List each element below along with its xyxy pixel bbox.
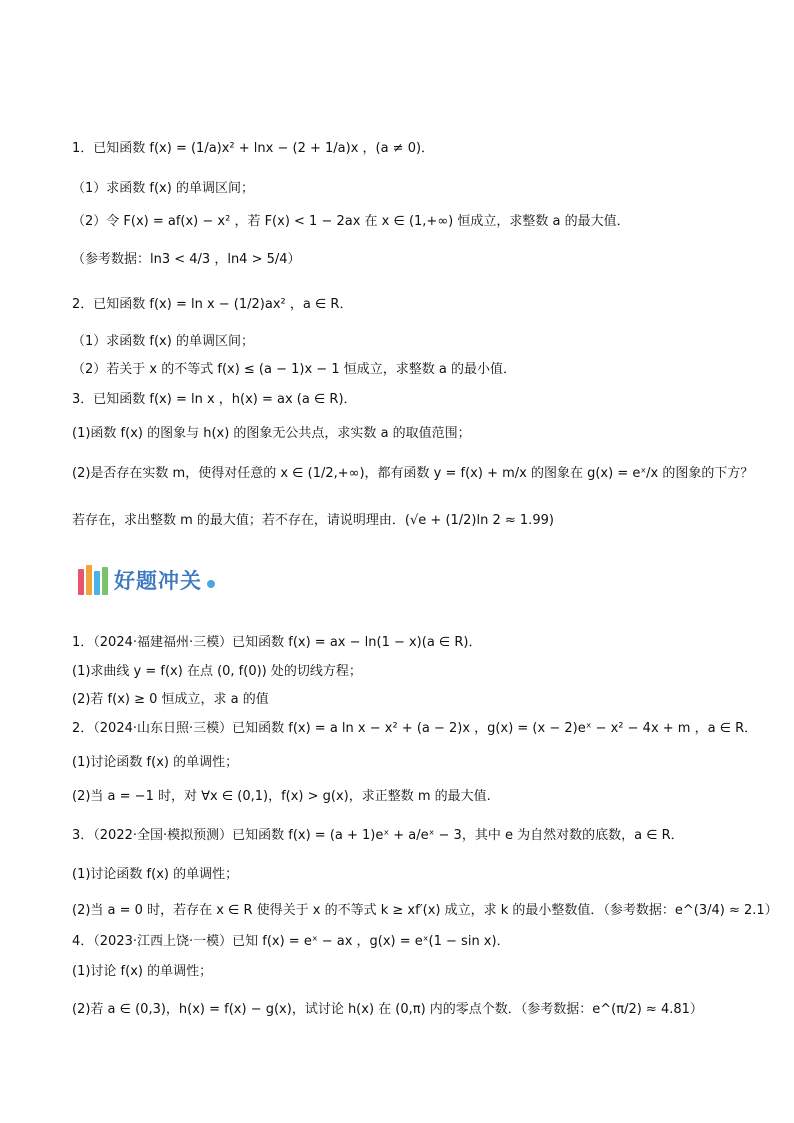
q2-part2: （2）若关于 x 的不等式 f(x) ≤ (a − 1)x − 1 恒成立，求整数 a 的最小值． — [72, 362, 516, 377]
p3-part2: (2)当 a = 0 时，若存在 x ∈ R 使得关于 x 的不等式 k ≥ xf′(x) 成立，求 k 的最小整数值．（参考数据：e^(3/4) ≈ 2.1） — [72, 903, 778, 918]
q3-part2-cont: 若存在，求出整数 m 的最大值；若不存在，请说明理由．(√e + (1/2)ln 2 ≈ 1.99) — [72, 513, 554, 528]
p2-part1: (1)讨论函数 f(x) 的单调性； — [72, 755, 239, 770]
q1-stem: 1．已知函数 f(x) = (1/a)x² + lnx − (2 + 1/a)x ，(a ≠ 0)． — [72, 141, 435, 156]
q2-stem: 2．已知函数 f(x) = ln x − (1/2)ax² ，a ∈ R． — [72, 297, 353, 312]
p3-part1: (1)讨论函数 f(x) 的单调性； — [72, 867, 239, 882]
banner-title: 好题冲关 — [114, 569, 202, 593]
section-banner — [78, 562, 215, 598]
p1-stem: 1．（2024·福建福州·三模）已知函数 f(x) = ax − ln(1 − x)(a ∈ R)． — [72, 635, 482, 650]
p4-part1: (1)讨论 f(x) 的单调性； — [72, 964, 213, 979]
p3-stem: 3．（2022·全国·模拟预测）已知函数 f(x) = (a + 1)eˣ + a/eˣ − 3，其中 e 为自然对数的底数，a ∈ R． — [72, 828, 684, 843]
q2-part1: （1）求函数 f(x) 的单调区间； — [72, 334, 254, 349]
p4-stem: 4．（2023·江西上饶·一模）已知 f(x) = eˣ − ax ，g(x) = eˣ(1 − sin x)． — [72, 934, 510, 949]
q1-part1: （1）求函数 f(x) 的单调区间； — [72, 181, 254, 196]
q3-part2: (2)是否存在实数 m，使得对任意的 x ∈ (1/2,+∞)，都有函数 y = f(x) + m/x 的图象在 g(x) = eˣ/x 的图象的下方？ — [72, 466, 754, 481]
banner-dot-icon — [207, 580, 215, 588]
p2-part2: (2)当 a = −1 时，对 ∀x ∈ (0,1)，f(x) > g(x)，求正整数 m 的最大值. — [72, 789, 491, 804]
p1-part2: (2)若 f(x) ≥ 0 恒成立，求 a 的值 — [72, 692, 269, 707]
p4-part2: (2)若 a ∈ (0,3)，h(x) = f(x) − g(x)，试讨论 h(x) 在 (0,π) 内的零点个数．（参考数据：e^(π/2) ≈ 4.81） — [72, 1002, 703, 1017]
q1-part2: （2）令 F(x) = af(x) − x² ，若 F(x) < 1 − 2ax 在 x ∈ (1,+∞) 恒成立，求整数 a 的最大值． — [72, 214, 630, 229]
q3-stem: 3．已知函数 f(x) = ln x ，h(x) = ax (a ∈ R)． — [72, 392, 357, 407]
p2-stem: 2．（2024·山东日照·三模）已知函数 f(x) = a ln x − x² + (a − 2)x ，g(x) = (x − 2)eˣ − x² − 4x + m ，a ∈ R． — [72, 721, 758, 736]
q1-reference-data: （参考数据：ln3 < 4/3 ，ln4 > 5/4） — [72, 252, 301, 267]
books-icon — [78, 565, 108, 595]
p1-part1: (1)求曲线 y = f(x) 在点 (0, f(0)) 处的切线方程； — [72, 664, 362, 679]
q3-part1: (1)函数 f(x) 的图象与 h(x) 的图象无公共点，求实数 a 的取值范围； — [72, 426, 471, 441]
